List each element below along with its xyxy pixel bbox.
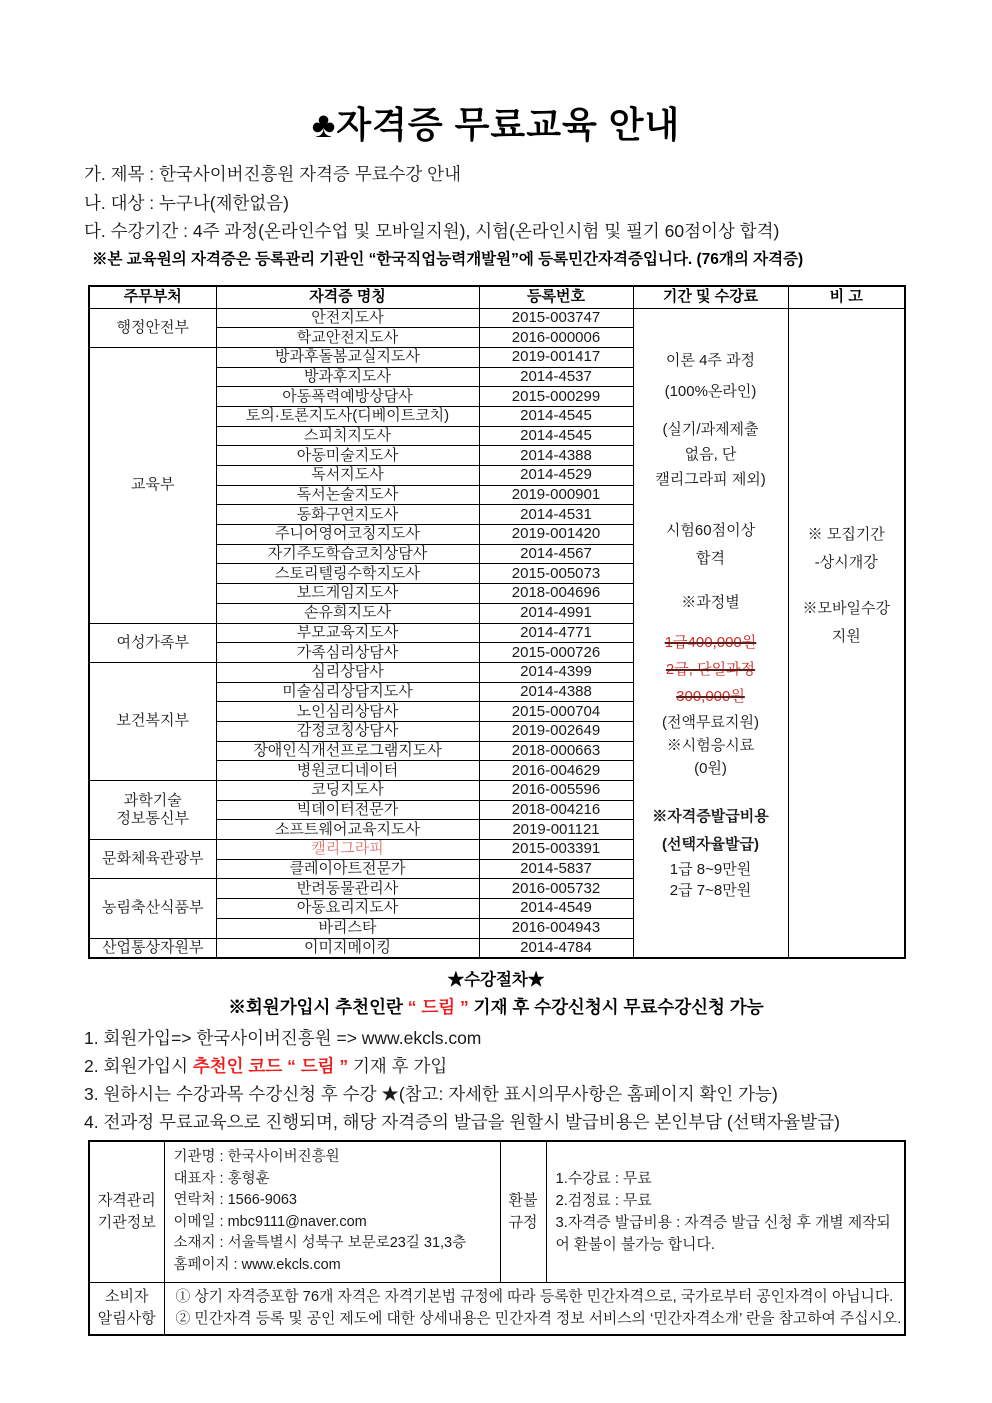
fee-text-block — [636, 803, 786, 859]
remarks-line: 지원 — [831, 627, 861, 645]
fee-line: ※과정별 — [681, 593, 740, 611]
refund-label-cell — [500, 1141, 546, 1282]
reg-number-cell: 2016-005596 — [479, 781, 633, 801]
text-part: 기재 후 가입 — [348, 1056, 448, 1076]
fee-text-block — [636, 417, 786, 492]
ministry-cell: 과학기술 정보통신부 — [89, 781, 216, 840]
consumer-notice-row — [89, 1282, 905, 1335]
org-label-line1: 자격관리 — [97, 1191, 156, 1209]
remarks-line: ※모바일수강 — [802, 599, 890, 617]
cert-name-cell: 아동미술지도사 — [216, 446, 479, 466]
org-label-line2: 기관정보 — [97, 1213, 156, 1231]
cert-name-cell: 스토리텔링수학지도사 — [216, 564, 479, 584]
table-row — [89, 308, 905, 328]
certificate-table-section — [88, 285, 906, 959]
cert-name-cell: 반려동물관리사 — [216, 879, 479, 899]
cert-name-cell: 심리상담사 — [216, 662, 479, 682]
reg-number-cell: 2019-000901 — [479, 485, 633, 505]
certificate-table-body — [89, 308, 905, 958]
fee-line: (실기/과제제출 — [662, 420, 759, 438]
page-title: ♣자격증 무료교육 안내 — [311, 104, 681, 145]
org-details-cell — [164, 1141, 500, 1282]
cert-name-cell: 감정코칭상담사 — [216, 721, 479, 741]
refund-line: 3.자격증 발급비용 : 자격증 발급 신청 후 개별 제작되어 환불이 불가능 합니다. — [555, 1214, 891, 1253]
fee-line: ※시험응시료 — [666, 736, 755, 754]
ministry-cell: 문화체육관광부 — [89, 840, 216, 879]
text-part: 3. 원하시는 수강과목 수강신청 후 수강 ★(참고: 자세한 표시의무사항은 홈페이지 확인 가능) — [84, 1084, 778, 1104]
refund-line: 2.검정료 : 무료 — [555, 1192, 652, 1209]
remarks-line: -상시개강 — [814, 553, 878, 571]
org-info-row — [89, 1141, 905, 1282]
procedure-step-3 — [84, 1080, 936, 1108]
org-info-section — [88, 1140, 906, 1336]
procedure-subheading — [0, 994, 992, 1019]
reg-number-cell: 2014-4771 — [479, 623, 633, 643]
org-detail-line: 대표자 : 홍형훈 — [173, 1170, 270, 1187]
struck-price-line: 1급400,000원 — [664, 633, 757, 651]
cert-name-cell: 주니어영어코칭지도사 — [216, 525, 479, 545]
struck-price-line: 300,000원 — [676, 687, 745, 705]
reg-number-cell: 2015-003391 — [479, 840, 633, 860]
reg-number-cell: 2018-004696 — [479, 584, 633, 604]
cert-name-cell: 이미지메이킹 — [216, 938, 479, 958]
remarks-cell — [788, 308, 905, 958]
consumer-label-cell — [89, 1282, 164, 1335]
cert-name-cell: 안전지도사 — [216, 308, 479, 328]
refund-label-line1: 환불 — [508, 1191, 538, 1209]
cert-name-cell: 부모교육지도사 — [216, 623, 479, 643]
fee-line: 없음, 단 — [684, 445, 737, 463]
reg-number-cell: 2014-4399 — [479, 662, 633, 682]
fee-line: 합격 — [696, 549, 725, 567]
remarks-line: ※ 모집기간 — [807, 525, 885, 543]
cert-name-cell: 클레이아트전문가 — [216, 859, 479, 879]
fee-text-block — [636, 859, 786, 901]
cert-name-cell: 스피치지도사 — [216, 426, 479, 446]
remarks-text-block — [791, 595, 903, 651]
fee-line: (0원) — [694, 759, 727, 777]
fee-line: (선택자율발급) — [662, 835, 759, 853]
fee-line: 시험60점이상 — [665, 521, 756, 539]
column-header: 비 고 — [788, 286, 905, 308]
reg-number-cell: 2014-4545 — [479, 426, 633, 446]
highlighted-text: “ 드림 ” — [407, 997, 469, 1017]
highlighted-text: 추천인 코드 “ 드림 ” — [192, 1056, 349, 1076]
consumer-notice-cell — [164, 1282, 905, 1335]
fee-line: 1급 8~9만원 — [669, 860, 752, 878]
refund-details-cell — [546, 1141, 905, 1282]
text-part: 4. 전과정 무료교육으로 진행되며, 해당 자격증의 발급을 원할시 발급비용은 본인부담 (선택자율발급) — [84, 1112, 840, 1132]
procedure-step-2 — [84, 1052, 936, 1080]
org-detail-line: 소재지 : 서울특별시 성북구 보문로23길 31,3층 — [173, 1235, 467, 1252]
procedure-steps — [84, 1024, 936, 1136]
reg-number-cell: 2016-005732 — [479, 879, 633, 899]
cert-name-cell: 빅데이터전문가 — [216, 800, 479, 820]
consumer-label-line1: 소비자 — [105, 1288, 149, 1306]
certificate-table — [88, 285, 906, 959]
intro-section — [84, 160, 936, 273]
fee-line: (전액무료지원) — [662, 713, 759, 731]
fee-period-cell — [633, 308, 788, 958]
reg-number-cell: 2016-004943 — [479, 918, 633, 938]
ministry-cell: 산업통상자원부 — [89, 938, 216, 958]
cert-name-cell: 손유희지도사 — [216, 603, 479, 623]
text-part: 기재 후 수강신청시 무료수강신청 가능 — [468, 997, 764, 1017]
reg-number-cell: 2019-001121 — [479, 820, 633, 840]
cert-name-cell: 보드게임지도사 — [216, 584, 479, 604]
fee-line: 2급 7~8만원 — [669, 881, 752, 899]
reg-number-cell: 2014-4531 — [479, 505, 633, 525]
reg-number-cell: 2014-4388 — [479, 446, 633, 466]
consumer-notice-line: ② 민간자격 등록 및 공인 제도에 대한 상세내용은 민간자격 정보 서비스의 ‘민간자격소개’ 란을 참고하여 주십시오. — [175, 1311, 902, 1328]
cert-name-cell: 바리스타 — [216, 918, 479, 938]
cert-name-cell: 독서논술지도사 — [216, 485, 479, 505]
reg-number-cell: 2018-004216 — [479, 800, 633, 820]
certificate-table-head — [89, 286, 905, 308]
column-header: 기간 및 수강료 — [633, 286, 788, 308]
fee-text-block — [636, 711, 786, 780]
ministry-cell: 교육부 — [89, 347, 216, 623]
cert-name-cell: 장애인식개선프로그램지도사 — [216, 741, 479, 761]
org-detail-line: 기관명 : 한국사이버진흥원 — [173, 1149, 340, 1165]
consumer-notice-line: ① 상기 자격증포함 76개 자격은 자격기본법 규정에 따라 등록한 민간자격으로, 국가로부터 공인자격이 아닙니다. — [175, 1288, 894, 1305]
refund-label-line2: 규정 — [508, 1213, 538, 1231]
reg-number-cell: 2014-4529 — [479, 466, 633, 486]
cert-name-cell: 캘리그라피 — [216, 840, 479, 860]
org-detail-line: 연락처 : 1566-9063 — [173, 1192, 297, 1209]
fee-line: 이론 4주 과정 — [665, 351, 756, 369]
consumer-label-line2: 알림사항 — [97, 1310, 156, 1328]
procedure-step-4 — [84, 1108, 936, 1136]
cert-name-cell: 코딩지도사 — [216, 781, 479, 801]
ministry-cell: 보건복지부 — [89, 662, 216, 780]
struck-price-line: 2급, 단일과정 — [665, 660, 756, 678]
cert-name-cell: 독서지도사 — [216, 466, 479, 486]
fee-text-block — [636, 345, 786, 407]
reg-number-cell: 2018-000663 — [479, 741, 633, 761]
cert-name-cell: 아동폭력예방상담사 — [216, 387, 479, 407]
cert-name-cell: 병원코디네이터 — [216, 761, 479, 781]
fee-line: (100%온라인) — [664, 382, 757, 400]
cert-name-cell: 방과후돌봄교실지도사 — [216, 347, 479, 367]
org-detail-line: 이메일 : mbc9111@naver.com — [173, 1213, 367, 1230]
cert-name-cell: 동화구연지도사 — [216, 505, 479, 525]
reg-number-cell: 2019-001417 — [479, 347, 633, 367]
cert-name-cell: 소프트웨어교육지도사 — [216, 820, 479, 840]
reg-number-cell: 2014-4784 — [479, 938, 633, 958]
org-label-cell — [89, 1141, 164, 1282]
cert-name-cell: 토의·토론지도사(디베이트코치) — [216, 406, 479, 426]
reg-number-cell: 2015-000299 — [479, 387, 633, 407]
reg-number-cell: 2015-000704 — [479, 702, 633, 722]
reg-number-cell: 2014-4991 — [479, 603, 633, 623]
reg-number-cell: 2014-4388 — [479, 682, 633, 702]
text-part: 1. 회원가입=> 한국사이버진흥원 => www.ekcls.com — [84, 1028, 482, 1048]
intro-title-line: 가. 제목 : 한국사이버진흥원 자격증 무료수강 안내 — [84, 164, 461, 184]
column-header: 주무부처 — [89, 286, 216, 308]
fee-line: 캘리그라피 제외) — [655, 470, 766, 488]
reg-number-cell: 2014-4537 — [479, 367, 633, 387]
cert-name-cell: 가족심리상담사 — [216, 643, 479, 663]
reg-number-cell: 2016-004629 — [479, 761, 633, 781]
fee-text-block — [636, 629, 786, 710]
reg-number-cell: 2014-4549 — [479, 899, 633, 919]
text-part: 2. 회원가입시 — [84, 1056, 193, 1076]
column-header: 등록번호 — [479, 286, 633, 308]
ministry-cell: 행정안전부 — [89, 308, 216, 347]
cert-name-cell: 방과후지도사 — [216, 367, 479, 387]
intro-note-line: ※본 교육원의 자격증은 등록관리 기관인 “한국직업능력개발원”에 등록민간자격증입니다. (76개의 자격증) — [92, 250, 804, 268]
org-detail-line: 홈페이지 : www.ekcls.com — [173, 1256, 341, 1273]
reg-number-cell: 2016-000006 — [479, 328, 633, 348]
procedure-step-1 — [84, 1024, 936, 1052]
reg-number-cell: 2015-003747 — [479, 308, 633, 328]
fee-text-block — [636, 517, 786, 573]
remarks-text-block — [791, 521, 903, 577]
fee-text-block — [636, 589, 786, 617]
cert-name-cell: 학교안전지도사 — [216, 328, 479, 348]
intro-period-line: 다. 수강기간 : 4주 과정(온라인수업 및 모바일지원), 시험(온라인시험 및 필기 60점이상 합격) — [84, 221, 780, 241]
reg-number-cell: 2015-000726 — [479, 643, 633, 663]
column-header: 자격증 명칭 — [216, 286, 479, 308]
cert-name-cell: 노인심리상담사 — [216, 702, 479, 722]
fee-line: ※자격증발급비용 — [652, 807, 769, 825]
reg-number-cell: 2019-001420 — [479, 525, 633, 545]
reg-number-cell: 2015-005073 — [479, 564, 633, 584]
refund-line: 1.수강료 : 무료 — [555, 1170, 652, 1187]
procedure-heading: ★수강절차★ — [447, 971, 545, 989]
cert-name-cell: 미술심리상담지도사 — [216, 682, 479, 702]
ministry-cell: 농림축산식품부 — [89, 879, 216, 938]
reg-number-cell: 2014-4545 — [479, 406, 633, 426]
reg-number-cell: 2019-002649 — [479, 721, 633, 741]
reg-number-cell: 2014-5837 — [479, 859, 633, 879]
org-info-table — [88, 1140, 906, 1336]
reg-number-cell: 2014-4567 — [479, 544, 633, 564]
header-row — [89, 286, 905, 308]
text-part: ※회원가입시 추천인란 — [228, 997, 408, 1017]
ministry-cell: 여성가족부 — [89, 623, 216, 662]
cert-name-cell: 아동요리지도사 — [216, 899, 479, 919]
intro-target-line: 나. 대상 : 누구나(제한없음) — [84, 192, 290, 213]
cert-name-cell: 자기주도학습코치상담사 — [216, 544, 479, 564]
